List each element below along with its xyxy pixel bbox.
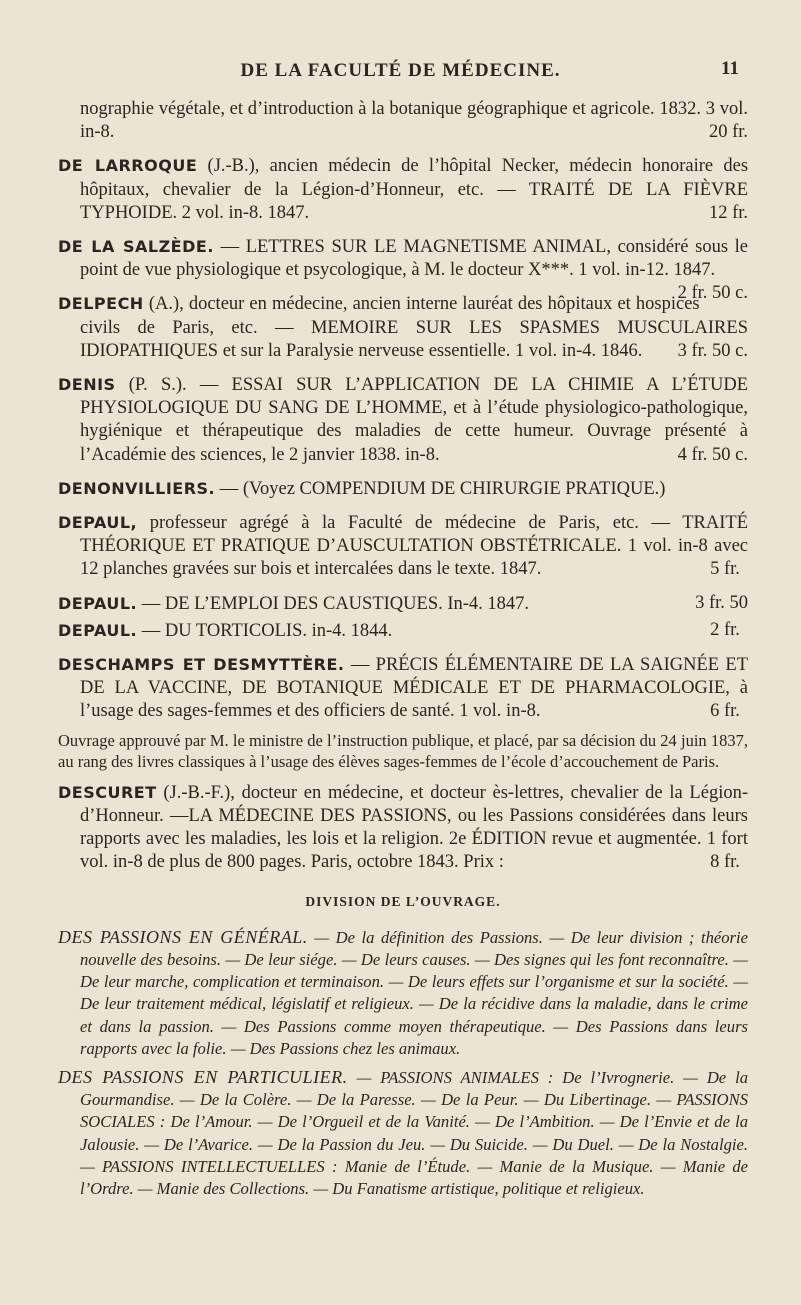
entry-text: professeur agrégé à la Faculté de médecine de Paris, etc. — TRAITÉ THÉORIQUE ET PRATIQUE D’AUSCULTATION OBSTÉTRICALE. 1 vol. in-8 avec 12 planches gravées sur bois et intercalées dans le texte. 1847. <box>80 513 749 580</box>
section-heading: DIVISION DE L’OUVRAGE. <box>305 894 501 910</box>
catalogue-entry <box>58 98 748 144</box>
entry-price: 8 fr. <box>710 852 740 873</box>
catalogue-body <box>58 98 748 1206</box>
entry-author: DEPAUL, <box>58 513 138 533</box>
catalogue-entry <box>58 511 748 582</box>
catalogue-entry <box>58 292 748 363</box>
entry-text: (J.-B.), ancien médecin de l’hôpital Necker, médecin honoraire des hôpitaux, chevalier de la Légion-d’Honneur, etc. — TRAITÉ DE LA FIÈVRE TYPHOIDE. 2 vol. in-8. 1847. <box>80 156 749 223</box>
contents-text: — PASSIONS ANIMALES : De l’Ivrognerie. — De la Gourmandise. — De la Colère. — De la Paresse. — De la Peur. — Du Libertinage. — PASSIONS SOCIALES : De l’Amour. — De l’Orgueil et de la Vanité. — De l’Ambition. — De l’Envie et de la Jalousie. — De l’Avarice. — De la Passion du Jeu. — Du Suicide. — Du Duel. — De la Nostalgie. — PASSIONS INTELLECTUELLES : Manie de l’Étude. — Manie de la Musique. — Manie de l’Ordre. — Manie des Collections. — Du Fanatisme artistique, politique et religieux. <box>80 1067 749 1198</box>
entry-author: DELPECH <box>58 294 144 314</box>
entry-price: 6 fr. <box>710 701 740 722</box>
entry-price: 12 fr. <box>708 202 748 223</box>
entry-author: DEPAUL. <box>58 620 138 640</box>
entry-price: 2 fr. <box>710 619 740 640</box>
contents-text: — De la définition des Passions. — De leur division ; théorie nouvelle des besoins. — De leur siége. — De leurs causes. — Des signes qui les font reconnaître. — De leur marche, complication et terminaison. — De leurs effets sur l’organisme et sur la société. — De leur traitement médical, législatif et religieux. — De la récidive dans la maladie, dans le crime et dans la passion. — Des Passions comme moyen thérapeutique. — Des Passions dans leurs rapports avec la folie. — Des Passions chez les animaux. <box>80 927 748 1058</box>
catalogue-entry <box>58 619 748 643</box>
entry-price: 4 fr. 50 c. <box>677 444 748 465</box>
contents-paragraph <box>58 926 748 1060</box>
entry-text: — DE L’EMPLOI DES CAUSTIQUES. In-4. 1847. <box>141 593 530 614</box>
entry-price: 2 fr. 50 c. <box>677 283 748 304</box>
entry-text: — DU TORTICOLIS. in-4. 1844. <box>141 620 393 641</box>
running-head: DE LA FACULTÉ DE MÉDECINE. <box>240 60 561 81</box>
catalogue-entry <box>58 592 748 616</box>
contents-heading: DES PASSIONS EN GÉNÉRAL. <box>58 926 308 947</box>
page-number: 11 <box>721 58 739 79</box>
entry-author: DENONVILLIERS. <box>58 478 216 498</box>
entry-text: (P. S.). — ESSAI SUR L’APPLICATION DE LA CHIMIE A L’ÉTUDE PHYSIOLOGIQUE DU SANG DE L’HOMME, et à l’étude physiologico-pathologique, hygiénique et thérapeutique des maladies de cette humeur. Ouvrage présenté à l’Académie des sciences, le 2 janvier 1838. in-8. <box>80 375 748 465</box>
entry-text: (J.-B.-F.), docteur en médecine, et docteur ès-lettres, chevalier de la Légion-d’Honneur. —LA MÉDECINE DES PASSIONS, ou les Passions considérées dans leurs rapports avec les maladies, les lois et la religion. 2e ÉDITION revue et augmentée. 1 fort vol. in-8 de plus de 800 pages. Paris, octobre 1843. Prix : <box>80 782 748 873</box>
contents-heading: DES PASSIONS EN PARTICULIER. <box>58 1066 348 1087</box>
entry-text: — (Voyez COMPENDIUM DE CHIRURGIE PRATIQUE.) <box>219 478 666 499</box>
entry-price: 3 fr. 50 c. <box>677 340 748 361</box>
entry-author: DESCURET <box>58 782 157 802</box>
catalogue-entry <box>58 781 748 875</box>
entry-text: (A.), docteur en médecine, ancien interne lauréat des hôpitaux et hospices civils de Paris, etc. — MEMOIRE SUR LES SPASMES MUSCULAIRES IDIOPATHIQUES et sur la Paralysie nerveuse essentielle. 1 vol. in-4. 1846. <box>80 294 748 361</box>
entry-text: — PRÉCIS ÉLÉMENTAIRE DE LA SAIGNÉE ET DE LA VACCINE, DE BOTANIQUE MÉDICALE ET DE PHARMACOLOGIE, à l’usage des sages-femmes et des officiers de santé. 1 vol. in-8. <box>80 655 748 722</box>
entry-text: nographie végétale, et d’introduction à la botanique géographique et agricole. 1832. 3 vol. in-8. <box>80 99 748 143</box>
entry-author: DENIS <box>58 375 116 395</box>
entry-author: DEPAUL. <box>58 593 138 613</box>
catalogue-entry <box>58 477 748 501</box>
entry-price: 5 fr. <box>710 559 740 580</box>
entry-author: DE LARROQUE <box>58 156 198 176</box>
entry-text: — LETTRES SUR LE MAGNETISME ANIMAL, considéré sous le point de vue physiologique et psycologique, à M. le docteur X***. 1 vol. in-12. 1847. <box>80 237 749 281</box>
contents-paragraph <box>58 1066 748 1200</box>
catalogue-entry <box>58 373 748 467</box>
catalogue-entry <box>58 653 748 724</box>
entry-price: 20 fr. <box>708 122 748 143</box>
entry-author: DESCHAMPS ET DESMYTTÈRE. <box>58 655 345 675</box>
entry-author: DE LA SALZÈDE. <box>58 237 214 257</box>
entry-price: 3 fr. 50 <box>695 592 748 613</box>
catalogue-entry <box>58 154 748 225</box>
approval-note: Ouvrage approuvé par M. le ministre de l’instruction publique, et placé, par sa décision du 24 juin 1837, au rang des livres classiques à l’usage des élèves sages-femmes de l’école d’accouchement de Paris. <box>58 730 748 772</box>
